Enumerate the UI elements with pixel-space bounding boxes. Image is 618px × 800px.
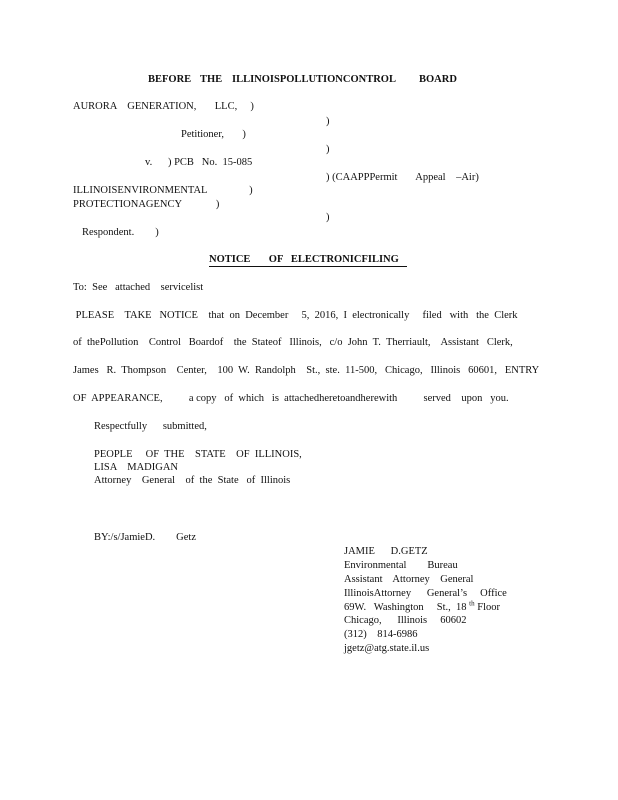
ordinal-suffix: th <box>469 599 475 608</box>
signatory-line3: Attorney General of the State of Illinois <box>94 475 291 486</box>
contact-title: Assistant Attorney General <box>344 574 474 585</box>
contact-office: IllinoisAttorney General’s Office <box>344 588 507 599</box>
contact-email[interactable]: jgetz@atg.state.il.us <box>344 643 430 654</box>
body-line: PLEASE TAKE NOTICE that on December 5, 2016, I electronically filed with the Clerk <box>73 310 518 321</box>
caption-paren: ) <box>326 116 330 127</box>
contact-street <box>344 599 501 614</box>
respondent-name-line1: ILLINOISENVIRONMENTAL ) <box>73 185 253 196</box>
contact-name: JAMIE D.GETZ <box>344 546 428 557</box>
case-type: ) (CAAPPPermit Appeal –Air) <box>326 172 479 183</box>
notice-title: NOTICE OF ELECTRONICFILING <box>209 254 399 265</box>
petitioner-name: AURORA GENERATION, LLC, ) <box>73 101 254 112</box>
to-line: To: See attached servicelist <box>73 282 204 293</box>
title-underline <box>209 266 407 267</box>
petitioner-role: Petitioner, ) <box>181 129 246 140</box>
street-floor: Floor <box>474 602 501 613</box>
respondent-name-line2: PROTECTIONAGENCY ) <box>73 199 220 210</box>
body-line: OF APPEARANCE, a copy of which is attachedheretoandherewith served upon you. <box>73 393 509 404</box>
versus-case-number: v. ) PCB No. 15-085 <box>145 157 253 168</box>
signatory-line2: LISA MADIGAN <box>94 462 178 473</box>
header-the: THE <box>200 74 223 85</box>
header-board: BOARD <box>419 74 457 85</box>
caption-paren: ) <box>326 144 330 155</box>
street-address: 69W. Washington St., 18 <box>344 602 467 613</box>
body-line: of thePollution Control Boardof the Stateof Illinois, c/o John T. Therriault, Assistant Clerk, <box>73 337 513 348</box>
contact-phone: (312) 814-6986 <box>344 629 418 640</box>
signatory-line1: PEOPLE OF THE STATE OF ILLINOIS, <box>94 449 302 460</box>
contact-city: Chicago, Illinois 60602 <box>344 615 467 626</box>
caption-paren: ) <box>326 212 330 223</box>
closing: Respectfully submitted, <box>94 421 207 432</box>
header-board-name: ILLINOISPOLLUTIONCONTROL <box>232 74 396 85</box>
respondent-role: Respondent. ) <box>82 227 159 238</box>
contact-bureau: Environmental Bureau <box>344 560 458 571</box>
body-line: James R. Thompson Center, 100 W. Randolph St., ste. 11-500, Chicago, Illinois 60601, ENTRY <box>73 365 540 376</box>
header-before: BEFORE <box>148 74 192 85</box>
signature-by-line: BY:/s/JamieD. Getz <box>94 532 196 543</box>
